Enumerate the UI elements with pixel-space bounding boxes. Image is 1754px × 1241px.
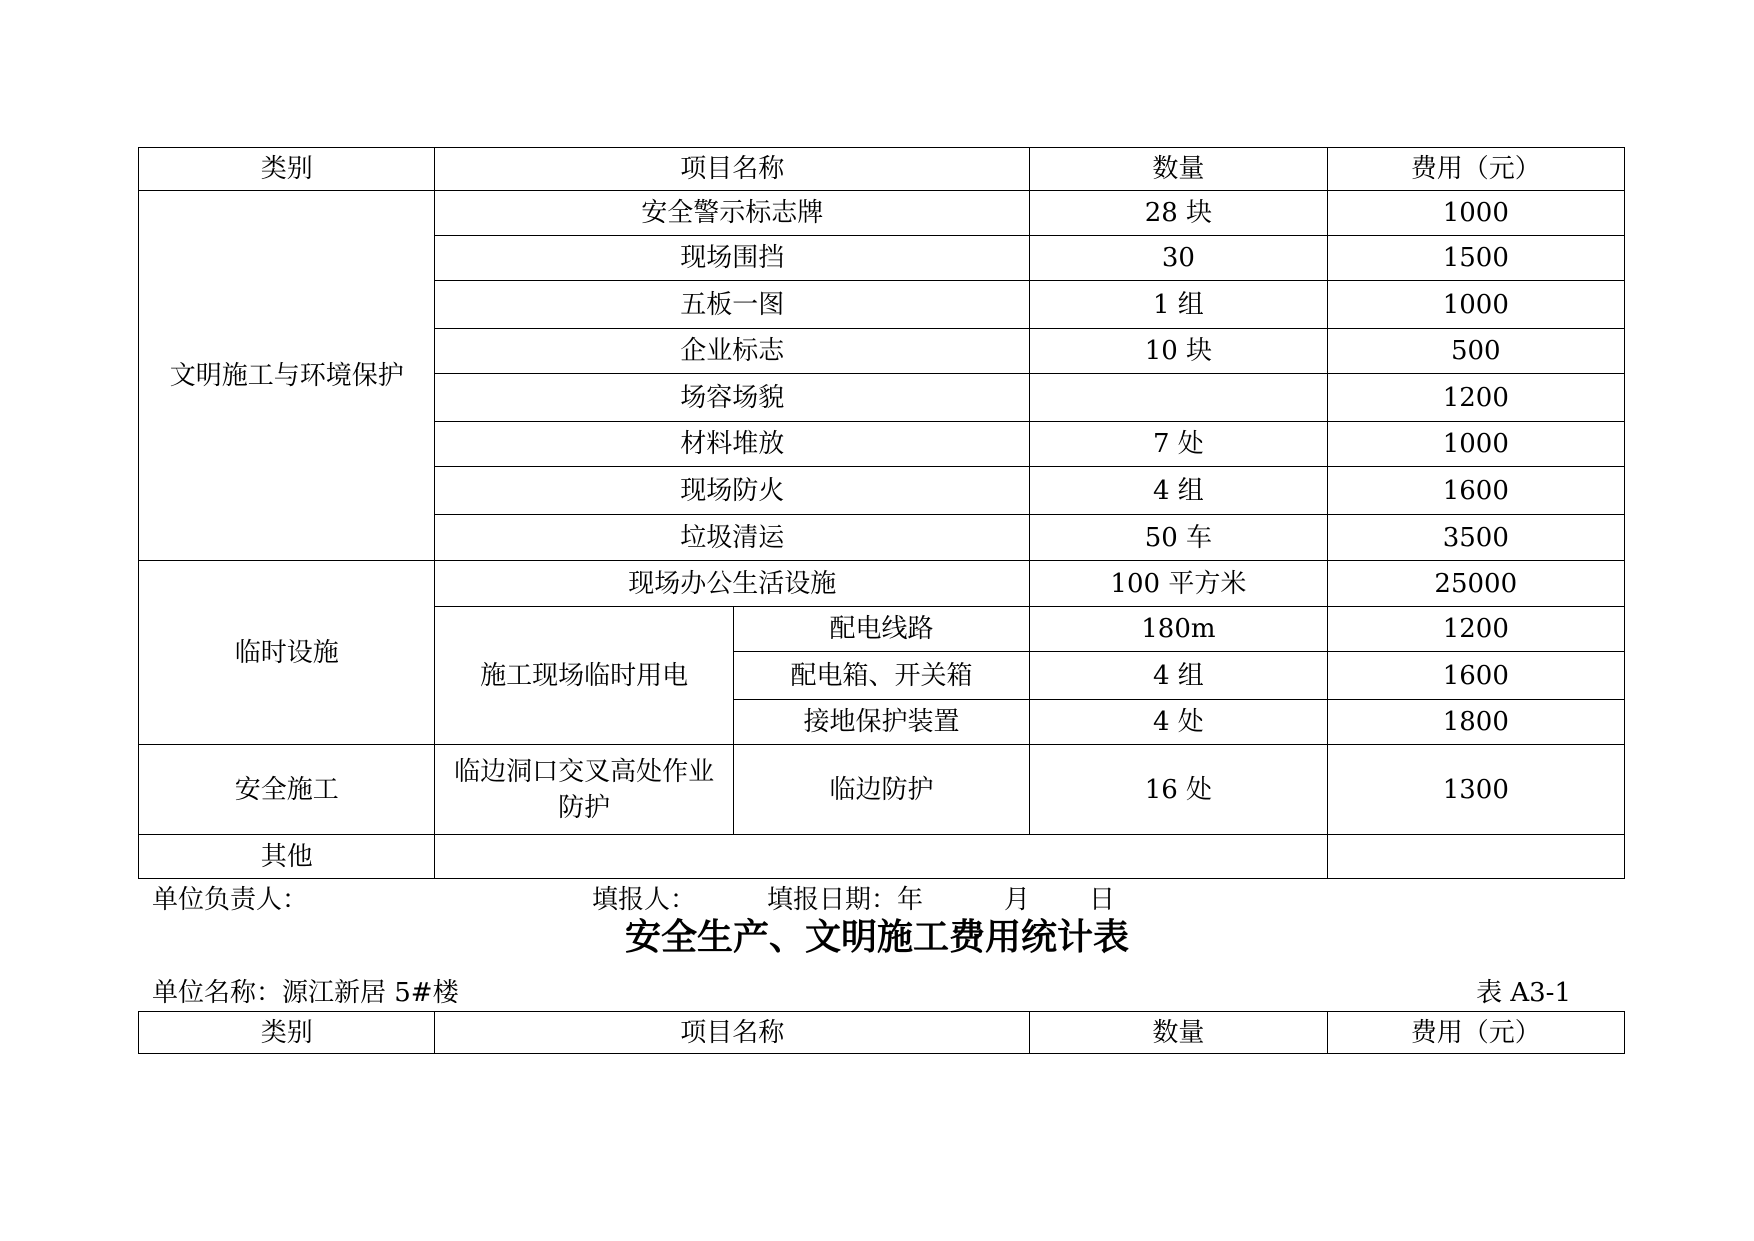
responsible-label: 单位负责人：: [152, 885, 309, 915]
item-cell: [435, 835, 1327, 879]
quantity-cell: 4 处: [1030, 700, 1327, 745]
quantity-cell: [1030, 374, 1327, 422]
header-item-name: 项目名称: [435, 148, 1030, 191]
header-category: 类别: [139, 148, 435, 191]
cost-cell: 3500: [1327, 515, 1624, 561]
filler-label: 填报人：: [592, 885, 697, 915]
item-cell: 配电箱、开关箱: [733, 652, 1029, 700]
table-row: [139, 191, 1625, 236]
cost-cell: 500: [1327, 329, 1624, 374]
item-cell: 五板一图: [435, 281, 1030, 329]
header-cost: 费用（元）: [1327, 1012, 1624, 1054]
quantity-cell: 28 块: [1030, 191, 1327, 236]
item-cell: 垃圾清运: [435, 515, 1030, 561]
header-quantity: 数量: [1030, 148, 1327, 191]
category-civilized: 文明施工与环境保护: [139, 191, 435, 561]
cost-cell: 1300: [1327, 745, 1624, 835]
header-cost: 费用（元）: [1327, 148, 1624, 191]
quantity-cell: 1 组: [1030, 281, 1327, 329]
category-temporary: 临时设施: [139, 561, 435, 745]
subgroup-edge-protection: 临边洞口交叉高处作业防护: [435, 745, 733, 835]
quantity-cell: 7 处: [1030, 422, 1327, 467]
item-cell: 安全警示标志牌: [435, 191, 1030, 236]
cost-cell: 1000: [1327, 281, 1624, 329]
table-header-row: [139, 1012, 1625, 1054]
item-cell: 企业标志: [435, 329, 1030, 374]
table-row: [139, 835, 1625, 879]
cost-cell: [1327, 835, 1624, 879]
item-cell: 接地保护装置: [733, 700, 1029, 745]
item-cell: 现场办公生活设施: [435, 561, 1030, 607]
item-cell: 现场防火: [435, 467, 1030, 515]
quantity-cell: 4 组: [1030, 467, 1327, 515]
cost-cell: 1800: [1327, 700, 1624, 745]
category-safety: 安全施工: [139, 745, 435, 835]
signature-line: [152, 882, 1612, 918]
cost-cell: 25000: [1327, 561, 1624, 607]
document-title: 安全生产、文明施工费用统计表: [624, 916, 1129, 958]
header-quantity: 数量: [1030, 1012, 1327, 1054]
item-cell: 临边防护: [733, 745, 1029, 835]
quantity-cell: 50 车: [1030, 515, 1327, 561]
form-number: 表 A3-1: [1476, 978, 1571, 1008]
day-label: 日: [1089, 885, 1116, 915]
cost-cell: 1000: [1327, 422, 1624, 467]
cost-cell: 1200: [1327, 607, 1624, 652]
quantity-cell: 4 组: [1030, 652, 1327, 700]
category-other: 其他: [139, 835, 435, 879]
date-label: 填报日期：年: [767, 885, 924, 915]
table-row: [139, 561, 1625, 607]
quantity-cell: 30: [1030, 236, 1327, 281]
item-cell: 材料堆放: [435, 422, 1030, 467]
item-cell: 现场围挡: [435, 236, 1030, 281]
quantity-cell: 180m: [1030, 607, 1327, 652]
quantity-cell: 10 块: [1030, 329, 1327, 374]
cost-cell: 1000: [1327, 191, 1624, 236]
cost-cell: 1600: [1327, 467, 1624, 515]
table-header-row: [139, 148, 1625, 191]
month-label: 月: [1004, 885, 1031, 915]
quantity-cell: 16 处: [1030, 745, 1327, 835]
header-item-name: 项目名称: [435, 1012, 1030, 1054]
table-row: [139, 745, 1625, 835]
cost-table: [138, 147, 1625, 879]
unit-name: 单位名称：源江新居 5#楼: [152, 978, 459, 1008]
header-category: 类别: [139, 1012, 435, 1054]
cost-cell: 1600: [1327, 652, 1624, 700]
cost-table-header-repeat: [138, 1011, 1625, 1054]
item-cell: 配电线路: [733, 607, 1029, 652]
item-cell: 场容场貌: [435, 374, 1030, 422]
cost-cell: 1500: [1327, 236, 1624, 281]
quantity-cell: 100 平方米: [1030, 561, 1327, 607]
subgroup-temporary-power: 施工现场临时用电: [435, 607, 733, 745]
cost-cell: 1200: [1327, 374, 1624, 422]
